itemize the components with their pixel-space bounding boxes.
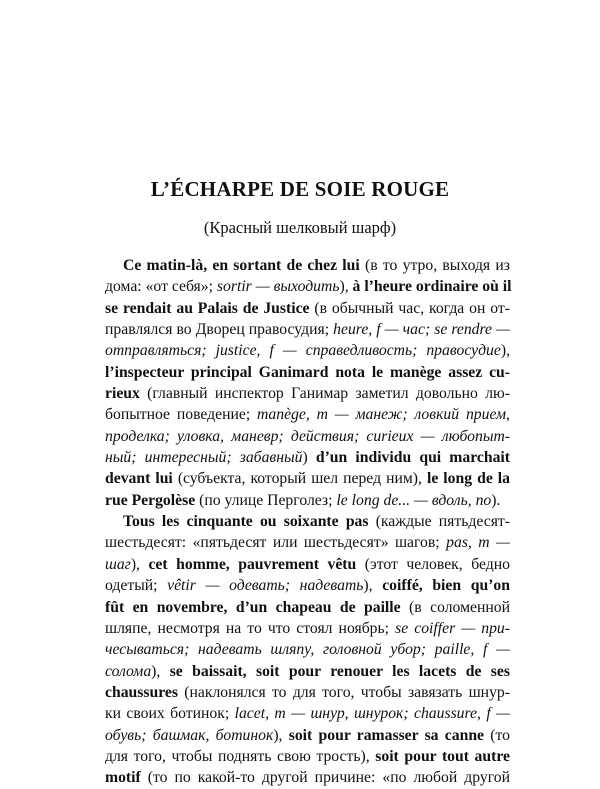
translation-text: (в то утро, выходя из — [359, 257, 510, 274]
translation-text: (субъекта, который шел перед ним), — [172, 470, 427, 488]
text-line — [105, 340, 510, 361]
italic-gloss-text: se coiffer — при- — [395, 619, 510, 637]
bold-french-text: Tous les cinquante ou soixante pas — [123, 513, 369, 531]
text-line — [105, 575, 510, 596]
text-line — [105, 767, 510, 788]
bold-french-text: se rendait au Palais de Justice — [105, 299, 310, 317]
translation-text: (этот человек, бедно — [356, 555, 510, 573]
translation-text: ки своих ботинок; — [105, 705, 235, 723]
text-line — [105, 661, 510, 682]
bold-french-text: rue Pergolèse — [105, 491, 196, 509]
text-line — [105, 362, 510, 383]
italic-gloss-text: pas, m — — [446, 534, 511, 552]
translation-text: (в соломенной — [400, 598, 510, 616]
italic-gloss-text: le long de... — вдоль, по — [336, 491, 492, 509]
bold-french-text: le long de la — [426, 470, 511, 488]
text-line — [105, 746, 510, 767]
text-line — [105, 255, 510, 276]
translation-text: ). — [491, 491, 501, 509]
italic-gloss-text: manège, m — манеж; ловкий прием, — [257, 406, 510, 424]
text-line — [105, 618, 510, 639]
translation-text: ), — [130, 555, 149, 573]
italic-gloss-text: lacet, m — шнур, шнурок; chaussure, f — — [234, 705, 511, 723]
bold-french-text: à l’heure ordinaire où il — [352, 278, 512, 296]
translation-text: ), — [273, 726, 289, 744]
bold-french-text: chaussures — [105, 683, 178, 701]
bold-french-text: motif — [105, 769, 141, 787]
translation-text: одетый; — [105, 577, 168, 595]
bold-french-text: d’un individu qui marchait — [315, 449, 510, 467]
translation-text: для того, чтобы поднять свою трость), — [105, 747, 376, 765]
text-line — [105, 383, 510, 404]
translation-text: (то по какой-то другой причине: «по любой другой — [140, 769, 510, 787]
translation-text: шляпе, несмотря на то что стоял ноябрь; — [105, 619, 396, 637]
text-line — [105, 532, 510, 553]
bold-french-text: fût en novembre, d’un chapeau de paille — [105, 598, 401, 616]
text-line — [105, 725, 510, 746]
body-text — [105, 255, 510, 789]
text-line — [105, 490, 510, 511]
text-line — [105, 554, 510, 575]
translation-text: бопытное поведение; — [105, 406, 258, 424]
italic-gloss-text: проделка; уловка, маневр; действия; curieux — любопыт- — [105, 427, 510, 445]
italic-gloss-text: шаг — [105, 555, 131, 573]
italic-gloss-text: отправляться; justice, f — справедливость; правосудие — [105, 342, 501, 360]
translation-text: (в обычный час, когда он от- — [309, 299, 510, 317]
italic-gloss-text: sortir — выходить — [216, 278, 340, 296]
chapter-title: L’ÉCHARPE DE SOIE ROUGE — [150, 177, 450, 201]
italic-gloss-text: обувь; башмак, ботинок — [105, 726, 274, 744]
bold-french-text: l’inspecteur principal Ganimard nota le manège assez cu- — [105, 363, 510, 381]
bold-french-text: soit pour tout autre — [375, 747, 510, 765]
bold-french-text: rieux — [105, 385, 140, 403]
text-line — [105, 447, 510, 468]
italic-gloss-text: vêtir — одевать; надевать — [167, 577, 364, 595]
text-line — [105, 276, 510, 297]
italic-gloss-text: солома — [105, 662, 152, 680]
translation-text: (по улице Перголез; — [195, 491, 337, 509]
text-line — [105, 426, 510, 447]
translation-text: (главный инспектор Ганимар заметил довольно лю- — [139, 385, 510, 403]
bold-french-text: se baissait, soit pour renouer les lacets de ses — [169, 662, 510, 680]
translation-text: ), — [363, 577, 383, 595]
translation-text: ), — [500, 342, 510, 360]
translation-text: (наклонялся то для того, чтобы завязать шнур- — [177, 683, 510, 701]
translation-text: ), — [151, 662, 170, 680]
bold-french-text: coiffé, bien qu’on — [382, 577, 510, 595]
text-line — [105, 404, 510, 425]
bold-french-text: soit pour ramasser sa canne — [288, 726, 485, 744]
text-line — [105, 511, 510, 532]
italic-gloss-text: ный; интересный; забавный — [105, 449, 303, 467]
text-line — [105, 597, 510, 618]
bold-french-text: Ce matin-là, en sortant de chez lui — [123, 257, 360, 274]
text-line — [105, 298, 510, 319]
bold-french-text: devant lui — [105, 470, 173, 488]
translation-text: шестьдесят: «пятьдесят или шестьдесят» шагов; — [105, 534, 447, 552]
translation-text: (каждые пятьдесят- — [368, 513, 510, 531]
text-line — [105, 639, 510, 660]
text-line — [105, 703, 510, 724]
text-line — [105, 468, 510, 489]
text-line — [105, 319, 510, 340]
chapter-subtitle: (Красный шелковый шарф) — [203, 218, 397, 237]
translation-text: дома: «от себя»; — [105, 278, 217, 296]
bold-french-text: cet homme, pauvrement vêtu — [148, 555, 357, 573]
translation-text: (то — [484, 726, 510, 744]
translation-text: правлялся во Дворец правосудия; — [105, 321, 334, 339]
text-line — [105, 682, 510, 703]
italic-gloss-text: heure, f — час; se rendre — — [333, 321, 510, 339]
translation-text: ) — [302, 449, 316, 467]
translation-text: ), — [339, 278, 353, 296]
italic-gloss-text: чесываться; надевать шляпу, головной убор; paille, f — — [105, 641, 510, 659]
